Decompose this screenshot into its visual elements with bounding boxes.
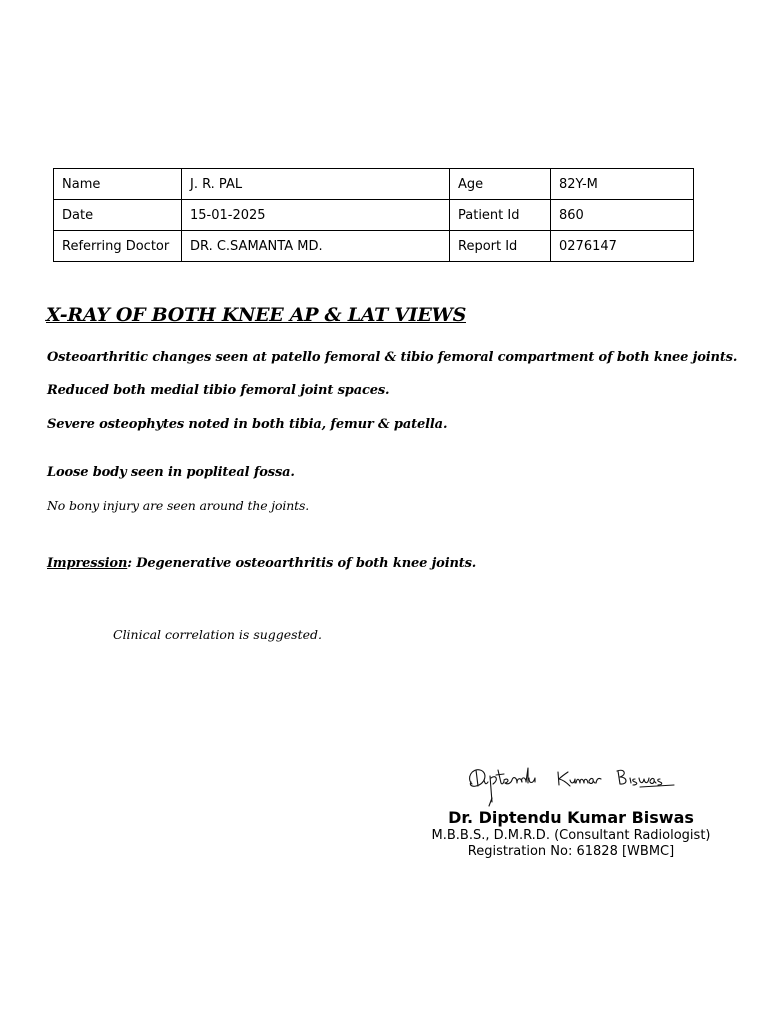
referring-doctor-value: DR. C.SAMANTA MD. [182,231,450,262]
finding-loose-body: Loose body seen in popliteal fossa. [47,465,295,480]
report-id-label: Report Id [450,231,551,262]
table-row [54,200,694,231]
report-title: X-RAY OF BOTH KNEE AP & LAT VIEWS [46,304,466,326]
patient-id-value: 860 [551,200,694,231]
impression-label: Impression [47,556,128,571]
clinical-note: Clinical correlation is suggested. [113,627,322,642]
table-row [54,231,694,262]
doctor-block [420,808,722,860]
age-value: 82Y-M [551,169,694,200]
name-label: Name [54,169,182,200]
impression-text: : Degenerative osteoarthritis of both knee joints. [127,556,477,571]
doctor-registration: Registration No: 61828 [WBMC] [467,844,675,859]
age-label: Age [450,169,551,200]
finding-reduced-joint-spaces: Reduced both medial tibio femoral joint spaces. [47,383,390,398]
date-label: Date [54,200,182,231]
patient-info-table [53,168,694,262]
impression [47,556,476,571]
finding-no-bony-injury: No bony injury are seen around the joints. [47,498,310,513]
report-id-value: 0276147 [551,231,694,262]
table-row [54,169,694,200]
finding-severe-osteophytes: Severe osteophytes noted in both tibia, femur & patella. [47,417,448,432]
finding-osteoarthritic-changes: Osteoarthritic changes seen at patello femoral & tibio femoral compartment of both knee joints. [47,350,738,365]
date-value: 15-01-2025 [182,200,450,231]
referring-doctor-label: Referring Doctor [54,231,182,262]
name-value: J. R. PAL [182,169,450,200]
patient-id-label: Patient Id [450,200,551,231]
doctor-qualification: M.B.B.S., D.M.R.D. (Consultant Radiologist) [431,828,711,843]
handwritten-signature [462,758,684,808]
signature-text [462,758,684,808]
doctor-name: Dr. Diptendu Kumar Biswas [448,808,694,827]
